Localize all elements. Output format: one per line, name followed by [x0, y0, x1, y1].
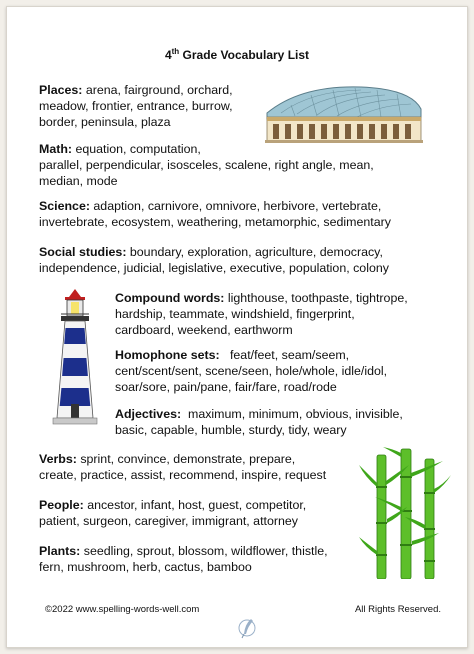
section-people: People: ancestor, infant, host, guest, competitor, patient, surgeon, caregiver, immigrant, attorney: [39, 498, 307, 528]
section-places: Places: arena, fairground, orchard, meadow, frontier, entrance, burrow, border, peninsula, plaza: [39, 83, 233, 129]
section-social-studies: Social studies: boundary, exploration, agriculture, democracy, independence, judicial, legislative, executive, population, colony: [39, 245, 389, 275]
section-compound-words: Compound words: lighthouse, toothpaste, tightrope, hardship, teammate, windshield, fingerprint, cardboard, weekend, earthworm: [115, 291, 408, 337]
bamboo-illustration: [357, 447, 453, 579]
section-science: Science: adaption, carnivore, omnivore, herbivore, vertebrate, invertebrate, ecosystem, weathering, metamorphic, sedimentary: [39, 199, 391, 229]
arena-building-illustration: [261, 83, 425, 145]
footer-copyright: ©2022 www.spelling-words-well.com: [45, 604, 200, 615]
section-plants: Plants: seedling, sprout, blossom, wildflower, thistle, fern, mushroom, herb, cactus, bamboo: [39, 544, 328, 574]
section-math: Math: equation, computation, parallel, perpendicular, isosceles, scalene, right angle, mean, median, mode: [39, 142, 374, 188]
section-adjectives: Adjectives: maximum, minimum, obvious, invisible, basic, capable, humble, sturdy, tidy, weary: [115, 407, 403, 437]
section-homophone-sets: Homophone sets: feat/feet, seam/seem, cent/scent/sent, scene/seen, hole/whole, idle/idol, soar/sore, pain/pane, fair/fare, road/rode: [115, 348, 388, 394]
section-verbs: Verbs: sprint, convince, demonstrate, prepare, create, practice, assist, recommend, inspire, request: [39, 452, 327, 482]
footer-rights: All Rights Reserved.: [354, 604, 441, 615]
lighthouse-illustration: [47, 288, 103, 428]
quill-logo-icon: [237, 616, 257, 640]
page-title: 4th Grade Vocabulary List: [164, 47, 310, 62]
vocabulary-page: [6, 6, 468, 648]
